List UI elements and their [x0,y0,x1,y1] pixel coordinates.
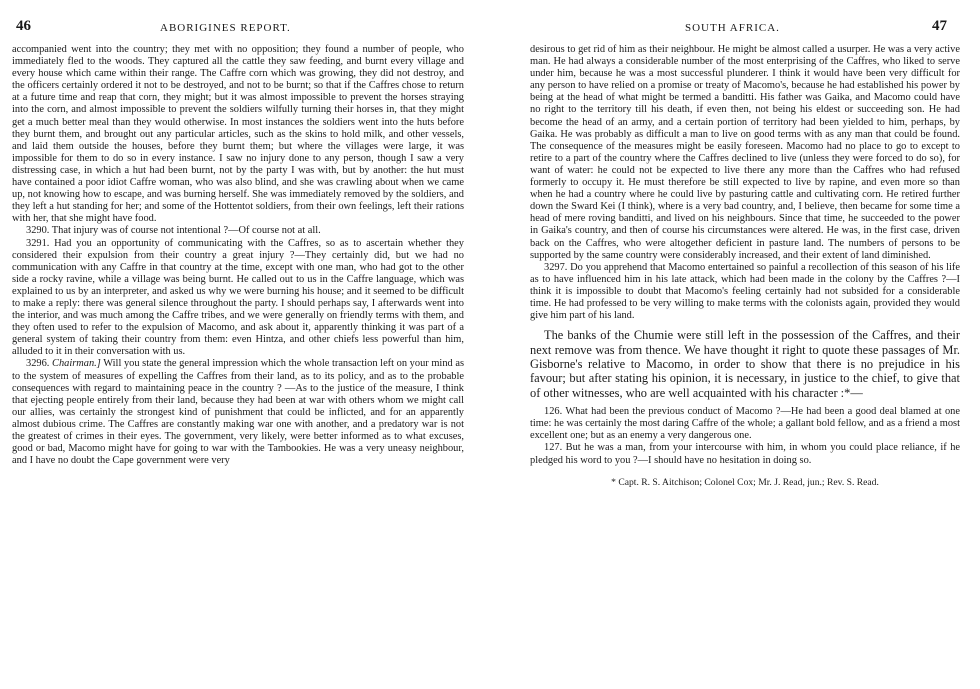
question-3296 [12,358,464,467]
page-number-right: 47 [932,18,947,34]
q3296-text: Will you state the general impression which the whole transaction left on your mind as to the system of measures of expelling the Caffres from their land, as to its policy, and as to the probable consequences with regard to maintaining peace in the country ? —As to the justice of the measure, I think that ejecting people entirely from their land, because they had been at war with others whom we might call our allies, was certainly the strongest kind of punishment that could be inflicted, and for an apparently almost dubious crime. The Caffres are constantly making war one with another, and a predatory war is not the greatest of crimes in their eyes. The government, very likely, were better informed as to what excuses, good or bad, Macomo might have for going to war with the Tambookies. He was a very uneasy neighbour, and I have no doubt the Cape government were very [12,358,464,467]
left-text-column [12,44,464,467]
narrative-paragraph: The banks of the Chumie were still left in the possession of the Caffres, and their next remove was from thence. We have thought it right to quote these passages of Mr. Gisborne's relative to Macomo, in order to show that there is no prejudice in his favour; but after stating his opinion, it is necessary, in justice to the chief, to give that of other witnesses, who are well acquainted with his character :*— [530,328,960,400]
answer-127: 127. But he was a man, from your intercourse with him, in whom you could place reliance, if he pledged his word to you ?—I should have no hesitation in doing so. [530,442,960,466]
paragraph-testimony: accompanied went into the country; they met with no opposition; they found a number of people, who immediately fled to the woods. They captured all the cattle they saw feeding, and burnt every village and every house which came within their range. The Caffre corn which was growing, they did not destroy, and the officers certainly ordered it not to be destroyed, and not to be burnt; so that if the Caffres chose to return at a future time and reap that corn, they might; but it was almost impossible to prevent the horses straying into the corn, and almost impossible to prevent the soldiers wilfully turning their horses in, that they might get a much better meal than they would otherwise. In most instances the soldiers went into the huts before they burnt them, and brought out any particular articles, such as the skins to hold milk, and other vessels, and laid them outside the houses, before they burnt them; but where the villages were large, it was impossible for them to do so in every instance. I saw no injury done to any person, though I saw a very distressing case, in which a hut had been burnt, not by the party I was with, but by another: the hut must have contained a poor idiot Caffre woman, who was also blind, and she was crawling about when we came up, not knowing how to escape, and was burning herself. She was immediately removed by the soldiers, and they left a hut standing for her; and some of the Hottentot soldiers, from their own feelings, left their rations with her, that she might have food. [12,44,464,225]
right-page [500,0,980,689]
running-head-left: ABORIGINES REPORT. [160,22,291,34]
footnote: * Capt. R. S. Aitchison; Colonel Cox; Mr. J. Read, jun.; Rev. S. Read. [611,476,879,488]
question-3297: 3297. Do you apprehend that Macomo entertained so painful a recollection of this season of his life as to have influenced him in his late attack, which had been made in the colony by the Caffres ?—I think it is impossible to doubt that Macomo's feeling certainly had not subsided for a considerable time. He had professed to be very willing to make terms with the colonists again, provided they would give him part of his land. [530,261,960,322]
q3296-number: 3296. [26,358,50,370]
answer-126: 126. What had been the previous conduct of Macomo ?—He had been a good deal blamed at one time: he was certainly the most daring Caffre of the whole; a gallant bold fellow, and as a friend a most excellent one; but as an enemy a very dangerous one. [530,406,960,442]
page-number-left: 46 [16,18,31,34]
right-text-column [530,44,960,489]
paragraph-continuation: desirous to get rid of him as their neighbour. He might be almost called a usurper. He was a very active man. He had always a considerable number of the most enterprising of the Caffres, who liked to serve under him, because he was a most successful plunderer. I think it would have been very difficult for any person to have relied on a promise or treaty of Macomo's, because he had established his power by being at the head of what might be termed a banditti. His father was Gaika, and Macomo could have no right to the territory till his death, if even then, not being his eldest or succeeding son. He had become the head of an army, and a certain portion of territory had been yielded to him, perhaps, by Gaika. He was probably as difficult a man to live on good terms with as any man that could be found. The consequence of the measures might be easily foreseen. Macomo had no place to go to except to retire to a part of the country where the Caffres declined to live (unless they were forced to do so), for want of water: he could not be expected to live there any more than the Caffres who had refused formerly to occupy it. He must therefore be still expected to live by rapine, and even more so than when he had a country where he could live by pasturing cattle and cultivating corn. He retired further down the Sward Kei (I think), where is a very bad country, and, I believe, then became for some time a head of mere roving banditti, and lived on his neighbours. Since that time, he succeeded to the power in Gaika's country, and then of course his circumstances were altered. He was, in the first case, driven back on the Caffres, who were altogether deficient in pasture land. The numbers of persons to be supported by the same country were considerably increased, and their extent of land diminished. [530,44,960,261]
question-3291: 3291. Had you an opportunity of communicating with the Caffres, so as to ascertain whether they considered their expulsion from their country a great injury ?—They certainly did, but we had no communication with any Caffre in that country at the time, except with one man, who had got to the other side a rocky ravine, while a village was being burnt. He called out to us in the Caffre language, which was explained to us by an interpreter, and asked us why we were burning his house; and it seemed to be difficult to make a reply: there was general silence throughout the party. I should perhaps say, I afterwards went into the interior, and was much among the Caffre tribes, and we were generally on friendly terms with them, and they often used to refer to the expulsion of Macomo, and ask about it, apparently thinking it was part of a general system of taking their country from them: even Hintza, and other chiefs less powerful than him, alluded to it in their conversation with us. [12,237,464,358]
running-head-right: SOUTH AFRICA. [685,22,780,34]
question-3290: 3290. That injury was of course not intentional ?—Of course not at all. [26,225,321,237]
q3296-speaker: Chairman.] [52,358,101,370]
